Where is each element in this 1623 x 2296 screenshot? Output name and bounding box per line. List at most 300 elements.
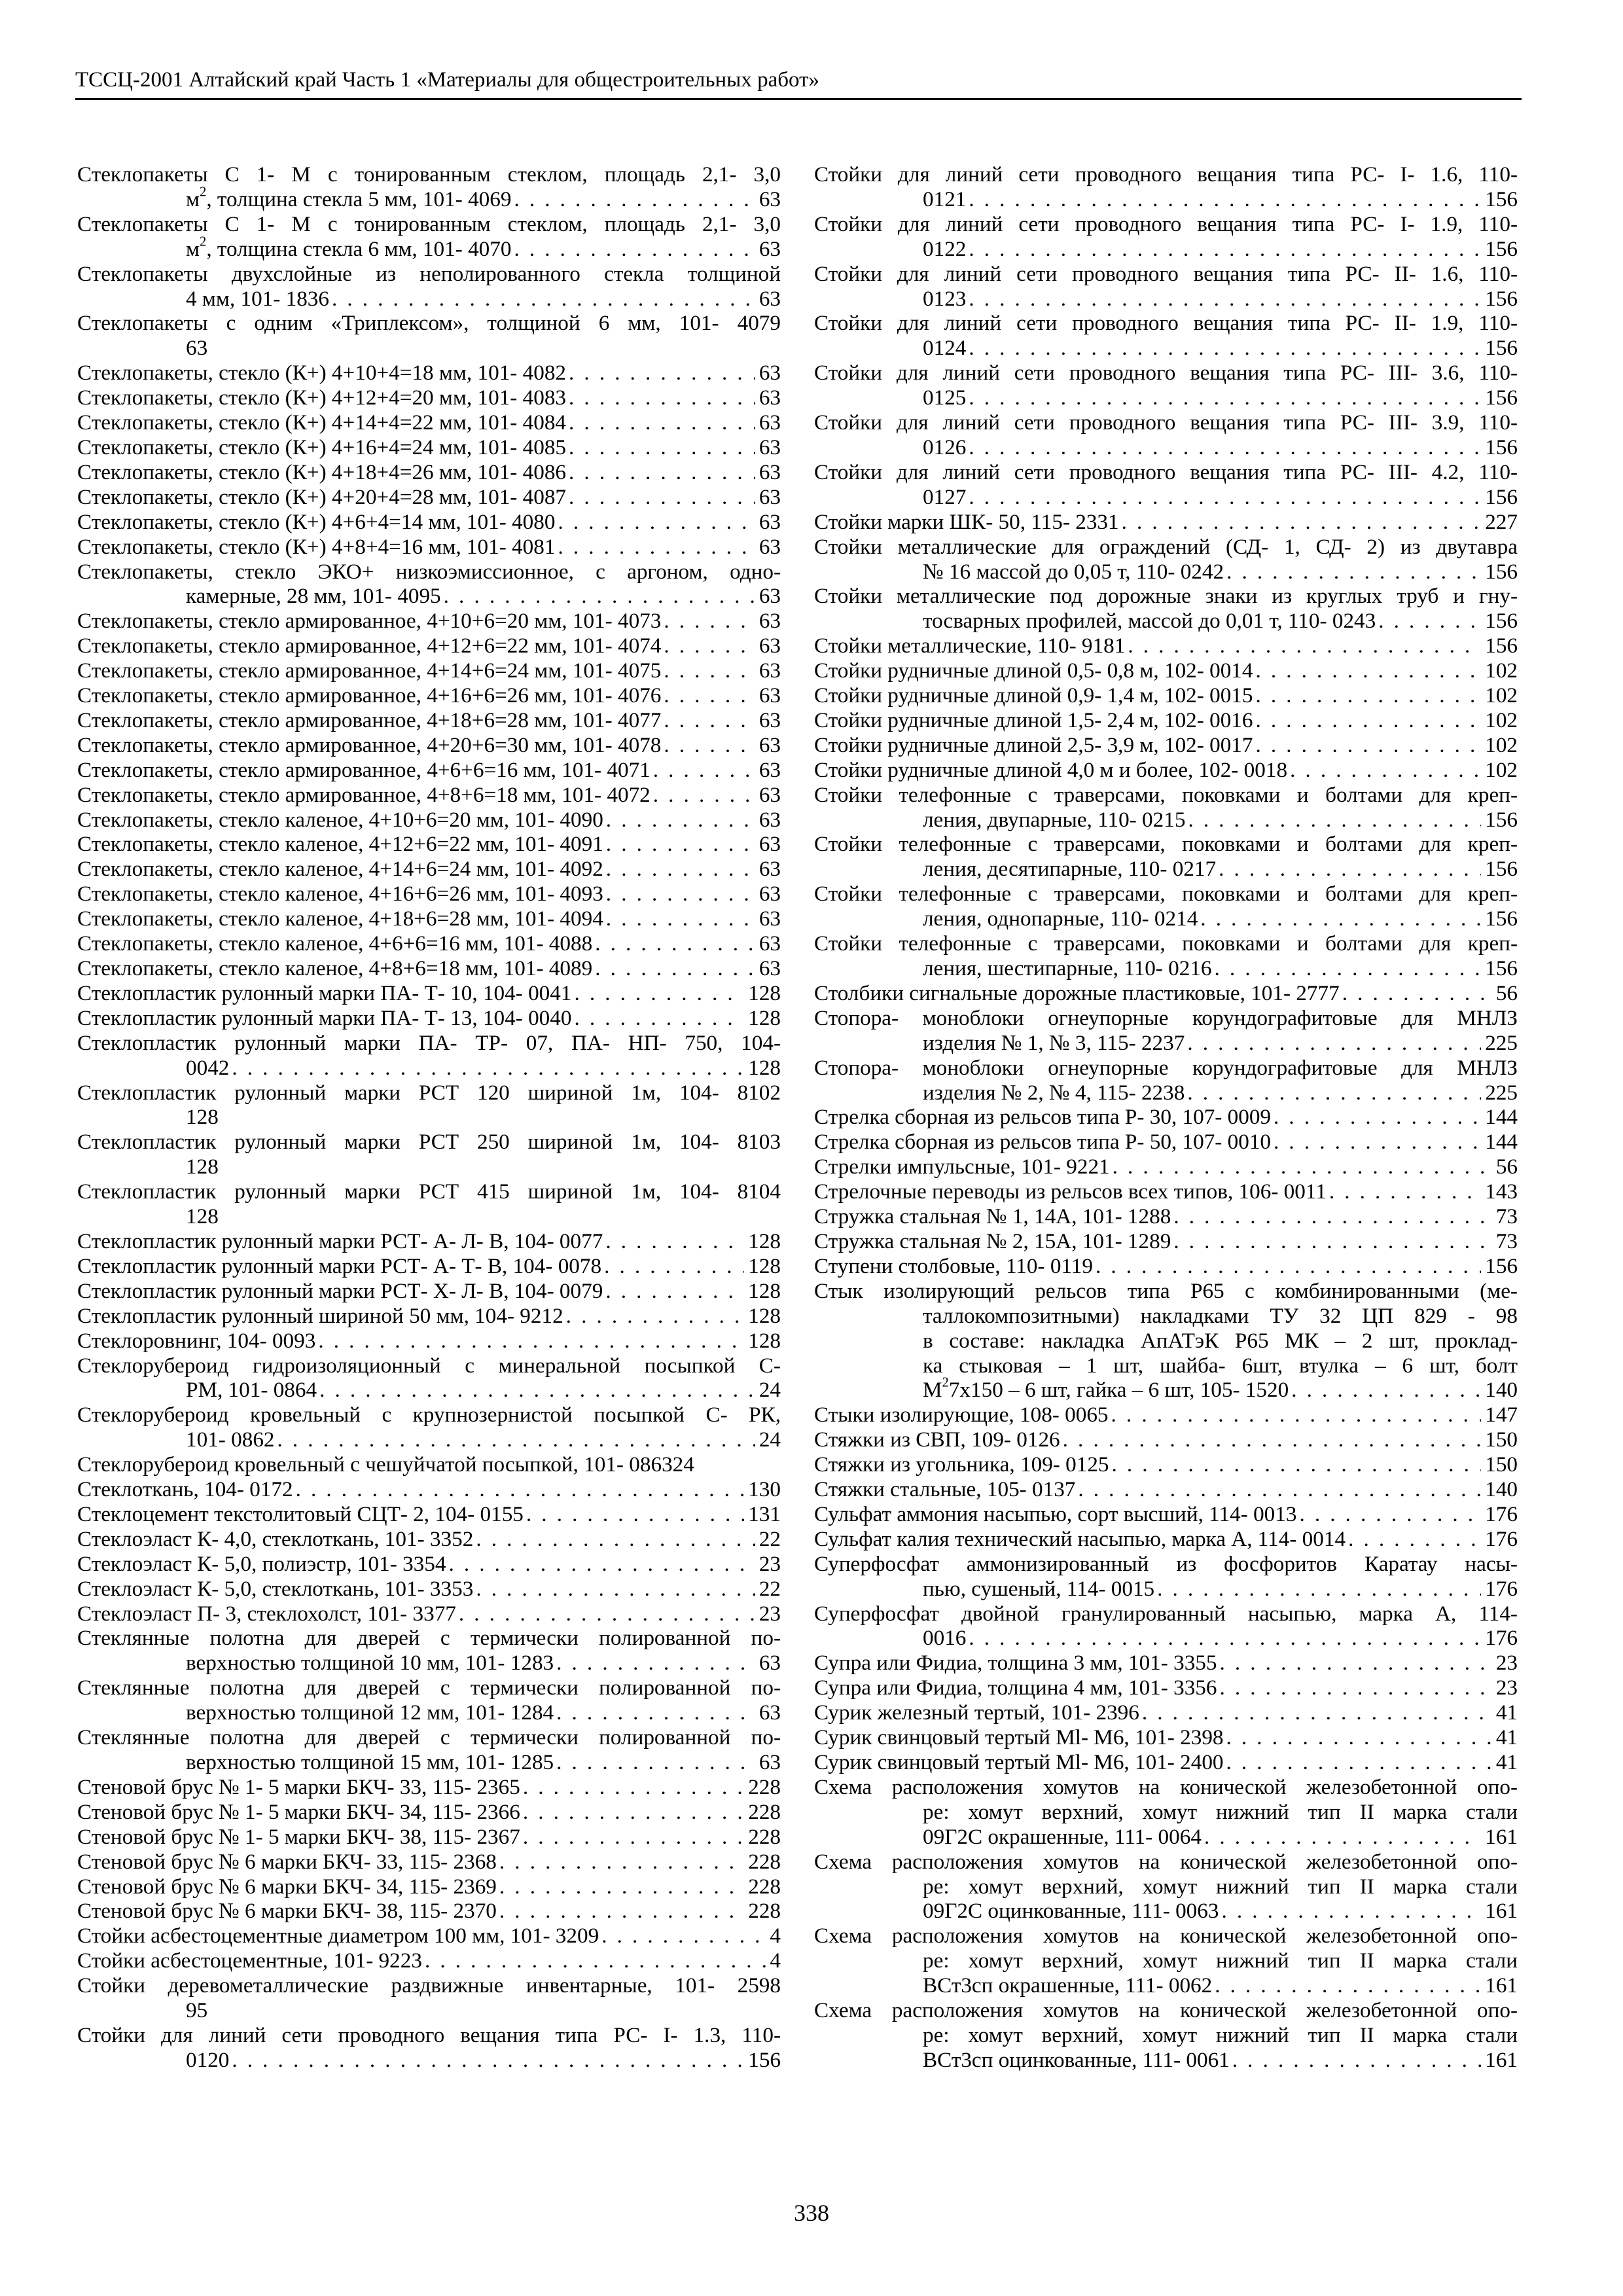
leader-dots xyxy=(605,1229,744,1254)
index-entry xyxy=(814,510,1518,535)
entry-page-number: 63 xyxy=(758,1651,781,1676)
leader-dots xyxy=(1274,1105,1481,1130)
index-entry xyxy=(77,386,781,410)
index-entry xyxy=(814,1427,1518,1452)
leader-dots xyxy=(448,1552,755,1577)
entry-text: Стеклопакеты, стекло каленое, 4+16+6=26 мм, 101- 4093 xyxy=(77,882,603,906)
entry-leader-line xyxy=(814,1403,1518,1427)
entry-page-number: 23 xyxy=(758,1601,781,1626)
entry-page-number: 144 xyxy=(1485,1105,1518,1130)
entry-page-number: 63 xyxy=(758,484,781,509)
entry-text: Стеклоэласт К- 4,0, стеклоткань, 101- 3352 xyxy=(77,1526,474,1551)
entry-leader-line xyxy=(77,1775,781,1800)
index-entry xyxy=(814,1700,1518,1725)
entry-text-line: Схема расположения хомутов на конической железобетонной опо- xyxy=(814,1774,1518,1799)
entry-text: изделия № 1, № 3, 115- 2237 xyxy=(923,1030,1185,1055)
entry-leader-line xyxy=(77,386,781,410)
entry-leader-line xyxy=(814,708,1518,733)
entry-text: Ступени столбовые, 110- 0119 xyxy=(814,1253,1093,1278)
entry-text-line: Стойки телефонные с траверсами, поковками и болтами для креп- xyxy=(814,782,1518,807)
entry-text: 0126 xyxy=(923,435,967,459)
index-entry xyxy=(77,1329,781,1354)
entry-text-line: Стойки для линий сети проводного вещания типа РС- II- 1.6, 110- xyxy=(814,261,1518,286)
entry-text-line: Стойки для линий сети проводного вещания типа РС- I- 1.3, 110- xyxy=(77,2022,781,2047)
index-entry xyxy=(814,1676,1518,1700)
entry-page-number: 63 xyxy=(758,832,781,857)
entry-text-line: 63 xyxy=(186,336,208,361)
leader-dots xyxy=(1220,1651,1492,1676)
entry-text-line: Стеклянные полотна для дверей с термически полированной по- xyxy=(77,1725,781,1750)
index-entry xyxy=(77,783,781,808)
entry-text-line: Схема расположения хомутов на конической железобетонной опо- xyxy=(814,1998,1518,2023)
index-entry xyxy=(77,857,781,882)
entry-page-number: 147 xyxy=(1485,1403,1518,1427)
entry-text-line: Стойки для линий сети проводного вещания типа РС- I- 1.6, 110- xyxy=(814,162,1518,187)
leader-dots xyxy=(664,609,755,634)
entry-leader-line xyxy=(77,1279,781,1304)
index-entry xyxy=(814,1750,1518,1775)
entry-page-number: 24 xyxy=(758,1427,781,1452)
entry-text: 0042 xyxy=(186,1055,230,1080)
entry-page-number: 41 xyxy=(1495,1725,1518,1750)
entry-text: № 16 массой до 0,05 т, 110- 0242 xyxy=(923,559,1224,584)
leader-dots xyxy=(277,1427,755,1452)
index-entry xyxy=(814,1254,1518,1279)
index-entry xyxy=(77,758,781,783)
entry-page-number: 156 xyxy=(1485,609,1518,634)
entry-leader-line xyxy=(77,981,781,1006)
index-entry xyxy=(77,808,781,833)
leader-dots xyxy=(605,1279,744,1304)
entry-text: Стеклопакеты, стекло армированное, 4+8+6=18 мм, 101- 4072 xyxy=(77,782,651,807)
entry-text: Стеклоэласт К- 5,0, полиэстр, 101- 3354 xyxy=(77,1551,446,1576)
entry-text: Стеклопакеты, стекло (К+) 4+12+4=20 мм, 101- 4083 xyxy=(77,386,567,410)
leader-dots xyxy=(523,1800,744,1825)
leader-dots xyxy=(1290,758,1481,783)
entry-text: Супра или Фидиа, толщина 3 мм, 101- 3355 xyxy=(814,1651,1217,1676)
leader-dots xyxy=(566,1304,745,1329)
entry-text: ВСт3сп оцинкованные, 111- 0061 xyxy=(923,2047,1230,2072)
leader-dots xyxy=(606,857,755,882)
index-column-left xyxy=(77,162,781,2073)
index-entry xyxy=(77,1825,781,1850)
leader-dots xyxy=(1173,1204,1492,1229)
entry-page-number: 63 xyxy=(758,782,781,807)
entry-text-line: Стойки для линий сети проводного вещания типа РС- III- 3.9, 110- xyxy=(814,410,1518,435)
entry-page-number: 225 xyxy=(1485,1080,1518,1105)
index-entry xyxy=(814,1775,1518,1850)
leader-dots xyxy=(1255,708,1481,733)
entry-text: Стеклоткань, 104- 0172 xyxy=(77,1477,293,1502)
leader-dots xyxy=(1221,1899,1481,1924)
entry-text: 0120 xyxy=(186,2047,230,2072)
index-entry xyxy=(77,1725,781,1775)
entry-text: $М^27х150 - 6$ шт, гайка – 6 шт, 105- 1520 xyxy=(923,1375,1289,1403)
leader-dots xyxy=(606,808,755,833)
leader-dots xyxy=(499,1899,744,1924)
index-entry xyxy=(814,1179,1518,1204)
entry-text-line: 128 xyxy=(186,1105,219,1130)
entry-page-number: 102 xyxy=(1485,757,1518,782)
entry-text: Стрелка сборная из рельсов типа Р- 50, 107- 0010 xyxy=(814,1130,1272,1155)
entry-leader-line xyxy=(814,1899,1518,1924)
entry-page-number: 63 xyxy=(758,732,781,757)
entry-text-line: Стеклянные полотна для дверей с термически полированной по- xyxy=(77,1676,781,1700)
leader-dots xyxy=(1063,1427,1482,1452)
entry-leader-line xyxy=(77,1750,781,1775)
entry-text-line: Стойки телефонные с траверсами, поковками и болтами для креп- xyxy=(814,832,1518,857)
entry-leader-line xyxy=(77,1527,781,1552)
entry-leader-line xyxy=(814,1527,1518,1552)
entry-text: Стеклопакеты, стекло (К+) 4+8+4=16 мм, 101- 4081 xyxy=(77,534,556,559)
entry-page-number: 143 xyxy=(1485,1179,1518,1204)
entry-text: Стеклоэласт П- 3, стеклохолст, 101- 3377 xyxy=(77,1601,456,1626)
entry-text-line: Стеклопакеты С 1- М с тонированным стеклом, площадь 2,1- 3,0 xyxy=(77,162,781,187)
entry-text: Стяжки из угольника, 109- 0125 xyxy=(814,1452,1109,1477)
index-entry xyxy=(77,956,781,981)
entry-leader-line xyxy=(814,336,1518,361)
index-entry xyxy=(814,361,1518,410)
index-entry xyxy=(814,1725,1518,1750)
entry-page-number: 63 xyxy=(758,956,781,980)
leader-dots xyxy=(1219,857,1481,882)
entry-text-line: Стеклорубероид гидроизоляционный с минеральной посыпкой С- xyxy=(77,1353,781,1378)
leader-dots xyxy=(1187,1031,1481,1056)
entry-text-line: Стойки деревометаллические раздвижные инвентарные, 101- 2598 xyxy=(77,1973,781,1998)
entry-page-number: 161 xyxy=(1485,1973,1518,1998)
index-entry xyxy=(77,1354,781,1403)
index-entry xyxy=(77,410,781,435)
leader-dots xyxy=(969,435,1481,460)
entry-page-number: 156 xyxy=(1485,559,1518,584)
entry-page-number: 176 xyxy=(1485,1626,1518,1651)
index-column-right xyxy=(814,162,1518,2073)
leader-dots xyxy=(1188,808,1481,833)
leader-dots xyxy=(332,287,755,312)
index-entry xyxy=(77,1552,781,1577)
leader-dots xyxy=(1078,1477,1481,1502)
entry-leader-line xyxy=(814,560,1518,584)
entry-leader-line xyxy=(77,410,781,435)
entry-text: Стеклопакеты, стекло каленое, 4+6+6=16 мм, 101- 4088 xyxy=(77,931,593,956)
index-entry xyxy=(814,783,1518,833)
entry-text: 0123 xyxy=(923,286,967,311)
leader-dots xyxy=(1342,981,1492,1006)
index-entry xyxy=(814,1452,1518,1477)
entry-text: Стеклопакеты, стекло каленое, 4+8+6=18 мм, 101- 4089 xyxy=(77,956,593,980)
entry-text: Стеклопакеты, стекло армированное, 4+18+6=28 мм, 101- 4077 xyxy=(77,708,662,732)
index-entry xyxy=(77,906,781,931)
leader-dots xyxy=(1226,1725,1492,1750)
index-entry xyxy=(814,162,1518,212)
entry-leader-line xyxy=(814,906,1518,931)
leader-dots xyxy=(1329,1179,1481,1204)
entry-page-number: 176 xyxy=(1485,1526,1518,1551)
entry-page-number: 225 xyxy=(1485,1030,1518,1055)
leader-dots xyxy=(558,510,755,535)
entry-leader-line xyxy=(814,1725,1518,1750)
entry-text-line: Стойки телефонные с траверсами, поковками и болтами для креп- xyxy=(814,931,1518,956)
entry-text-line: 128 xyxy=(186,1155,219,1179)
index-entry xyxy=(77,485,781,510)
leader-dots xyxy=(601,1924,766,1948)
entry-text: Стеклопластик рулонный шириной 50 мм, 104- 9212 xyxy=(77,1303,563,1328)
entry-text: Стеклопакеты, стекло (К+) 4+10+4=18 мм, 101- 4082 xyxy=(77,361,567,386)
entry-leader-line xyxy=(77,733,781,758)
index-entry xyxy=(77,882,781,906)
leader-dots xyxy=(569,410,755,435)
entry-page-number: 128 xyxy=(748,1278,781,1303)
entry-text: Стрелка сборная из рельсов типа Р- 30, 107- 0009 xyxy=(814,1105,1272,1130)
entry-text: Сульфат калия технический насыпью, марка А, 114- 0014 xyxy=(814,1526,1346,1551)
index-entry xyxy=(77,510,781,535)
entry-page-number: 24 xyxy=(758,1378,781,1403)
entry-leader-line xyxy=(814,1973,1518,1998)
entry-page-number: 63 xyxy=(758,683,781,708)
index-entry xyxy=(77,1527,781,1552)
entry-leader-line xyxy=(77,1577,781,1602)
index-entry xyxy=(77,1254,781,1279)
entry-text: Стяжки стальные, 105- 0137 xyxy=(814,1477,1076,1502)
index-entry xyxy=(814,584,1518,634)
index-entry xyxy=(814,1552,1518,1602)
entry-page-number: 156 xyxy=(1485,484,1518,509)
entry-text-line: ре: хомут верхний, хомут нижний тип II марка стали xyxy=(923,1874,1518,1899)
entry-leader-line xyxy=(814,435,1518,460)
entry-page-number: 63 xyxy=(758,236,781,261)
index-entry xyxy=(814,1155,1518,1179)
entry-text: верхностью толщиной 15 мм, 101- 1285 xyxy=(186,1750,554,1774)
entry-page-number: 73 xyxy=(1495,1229,1518,1253)
entry-text: ления, однопарные, 110- 0214 xyxy=(923,906,1198,931)
entry-leader-line xyxy=(814,1700,1518,1725)
entry-text: Супра или Фидиа, толщина 4 мм, 101- 3356 xyxy=(814,1676,1217,1700)
entry-page-number: 156 xyxy=(1485,1253,1518,1278)
entry-page-number: 56 xyxy=(1495,980,1518,1005)
entry-page-number: 156 xyxy=(1485,956,1518,980)
index-entry xyxy=(77,1924,781,1948)
entry-leader-line xyxy=(77,1378,781,1403)
leader-dots xyxy=(1173,1229,1492,1254)
entry-page-number: 228 xyxy=(748,1824,781,1849)
index-entry xyxy=(814,733,1518,758)
entry-leader-line xyxy=(814,1204,1518,1229)
entry-leader-line xyxy=(77,510,781,535)
entry-text: Стеклопакеты, стекло (К+) 4+20+4=28 мм, 101- 4087 xyxy=(77,484,567,509)
page-number: 338 xyxy=(794,2200,829,2226)
leader-dots xyxy=(1204,1825,1481,1850)
index-entry xyxy=(814,1502,1518,1527)
entry-page-number: 23 xyxy=(1495,1651,1518,1676)
entry-text-line: Стык изолирующий рельсов типа Р65 с комбинированными (ме- xyxy=(814,1278,1518,1303)
entry-leader-line xyxy=(77,708,781,733)
entry-page-number: 63 xyxy=(758,708,781,732)
index-entry xyxy=(77,634,781,658)
entry-page-number: 63 xyxy=(758,1700,781,1725)
leader-dots xyxy=(969,187,1481,212)
entry-page-number: 161 xyxy=(1485,2047,1518,2072)
entry-leader-line xyxy=(77,535,781,560)
entry-text-line: Стеклопакеты С 1- М с тонированным стеклом, площадь 2,1- 3,0 xyxy=(77,211,781,236)
index-entry xyxy=(814,1006,1518,1056)
entry-text-line: таллокомпозитными) накладками ТУ 32 ЦП 829 - 98 xyxy=(923,1303,1518,1328)
entry-page-number: 131 xyxy=(748,1501,781,1526)
index-entry xyxy=(814,832,1518,882)
entry-leader-line xyxy=(77,609,781,634)
leader-dots xyxy=(569,386,755,410)
index-entry xyxy=(77,1973,781,2023)
index-entry xyxy=(77,262,781,312)
leader-dots xyxy=(526,1502,744,1527)
index-entry xyxy=(77,981,781,1006)
index-entry xyxy=(814,1204,1518,1229)
leader-dots xyxy=(969,485,1481,510)
entry-leader-line xyxy=(77,361,781,386)
index-entry xyxy=(77,162,781,212)
entry-page-number: 63 xyxy=(758,435,781,459)
leader-dots xyxy=(664,658,755,683)
index-entry xyxy=(77,1179,781,1229)
entry-leader-line xyxy=(77,435,781,460)
index-entry xyxy=(77,1229,781,1254)
leader-dots xyxy=(476,1527,755,1552)
entry-page-number: 228 xyxy=(748,1849,781,1874)
entry-leader-line xyxy=(814,1825,1518,1850)
entry-page-number: 4 xyxy=(770,1948,781,1973)
entry-text: Стеклоцемент текстолитовый СЦТ- 2, 104- 0155 xyxy=(77,1501,524,1526)
index-entry xyxy=(814,410,1518,460)
entry-page-number: 63 xyxy=(758,906,781,931)
entry-text-line: Стеклянные полотна для дверей с термически полированной по- xyxy=(77,1626,781,1651)
entry-page-number: 128 xyxy=(748,1253,781,1278)
leader-dots xyxy=(595,956,755,981)
entry-text: Сурик железный тертый, 101- 2396 xyxy=(814,1700,1139,1725)
entry-leader-line xyxy=(77,808,781,833)
index-entry xyxy=(77,535,781,560)
entry-text-line: Стойки для линий сети проводного вещания типа РС- III- 3.6, 110- xyxy=(814,361,1518,386)
index-entry xyxy=(77,1477,781,1502)
leader-dots xyxy=(1113,1155,1492,1179)
leader-dots xyxy=(514,187,755,212)
leader-dots xyxy=(606,832,755,857)
leader-dots xyxy=(653,758,755,783)
entry-leader-line xyxy=(77,758,781,783)
entry-leader-line xyxy=(77,234,781,262)
entry-text: Стеновой брус № 6 марки БКЧ- 33, 115- 2368 xyxy=(77,1849,497,1874)
entry-page-number: 63 xyxy=(758,534,781,559)
index-entry xyxy=(77,1081,781,1130)
leader-dots xyxy=(664,733,755,758)
index-entry xyxy=(77,1006,781,1031)
entry-leader-line xyxy=(814,956,1518,981)
entry-page-number: 73 xyxy=(1495,1204,1518,1229)
leader-dots xyxy=(1128,634,1481,658)
entry-page-number: 150 xyxy=(1485,1427,1518,1452)
entry-text: Стрелочные переводы из рельсов всех типов, 106- 0011 xyxy=(814,1179,1327,1204)
entry-text-line: Стеклопакеты с одним «Триплексом», толщиной 6 мм, 101- 4079 xyxy=(77,311,781,336)
leader-dots xyxy=(969,287,1481,312)
entry-text-line: Стойки металлические под дорожные знаки из круглых труб и гну- xyxy=(814,584,1518,609)
entry-text: Стыки изолирующие, 108- 0065 xyxy=(814,1403,1109,1427)
index-entry xyxy=(814,262,1518,312)
entry-page-number: 41 xyxy=(1495,1750,1518,1774)
entry-page-number: 156 xyxy=(1485,236,1518,261)
entry-text-line: Стеклопакеты двухслойные из неполированного стекла толщиной xyxy=(77,261,781,286)
leader-dots xyxy=(1215,1973,1481,1998)
entry-leader-line xyxy=(814,1452,1518,1477)
entry-page-number: 150 xyxy=(1485,1452,1518,1477)
index-entry xyxy=(77,708,781,733)
leader-dots xyxy=(595,931,755,956)
leader-dots xyxy=(556,1700,755,1725)
leader-dots xyxy=(476,1577,755,1602)
entry-leader-line xyxy=(814,1477,1518,1502)
entry-text: Стеновой брус № 1- 5 марки БКЧ- 38, 115- 2367 xyxy=(77,1824,520,1849)
index-entry xyxy=(77,1899,781,1924)
entry-text: Стружка стальная № 1, 14А, 101- 1288 xyxy=(814,1204,1171,1229)
leader-dots xyxy=(574,981,744,1006)
index-entry xyxy=(814,931,1518,981)
entry-page-number: 4 xyxy=(770,1924,781,1948)
entry-text: 0124 xyxy=(923,336,967,361)
entry-leader-line xyxy=(77,683,781,708)
leader-dots xyxy=(969,336,1481,361)
entry-text-line: Стеклопластик рулонный марки ПА- ТР- 07, ПА- НП- 750, 104- xyxy=(77,1030,781,1055)
index-entry xyxy=(77,1775,781,1800)
entry-page-number: 41 xyxy=(1495,1700,1518,1725)
entry-page-number: 63 xyxy=(758,509,781,534)
entry-leader-line xyxy=(814,808,1518,833)
entry-text: камерные, 28 мм, 101- 4095 xyxy=(186,584,441,609)
entry-page-number: 228 xyxy=(748,1899,781,1924)
entry-page-number: 63 xyxy=(758,882,781,906)
entry-text: Стеклопакеты, стекло (К+) 4+14+4=22 мм, 101- 4084 xyxy=(77,410,567,435)
entry-page-number: 176 xyxy=(1485,1501,1518,1526)
index-entry xyxy=(814,882,1518,931)
leader-dots xyxy=(232,1056,744,1081)
entry-text: Стеклопакеты, стекло армированное, 4+20+6=30 мм, 101- 4078 xyxy=(77,732,662,757)
index-entry xyxy=(77,1676,781,1725)
index-entry xyxy=(77,1031,781,1081)
page-header: ТССЦ-2001 Алтайский край Часть 1 «Материалы для общестроительных работ» xyxy=(75,65,1522,100)
entry-leader-line xyxy=(77,931,781,956)
entry-leader-line xyxy=(814,1427,1518,1452)
entry-leader-line xyxy=(814,1502,1518,1527)
entry-text: Стеклопакеты, стекло каленое, 4+18+6=28 мм, 101- 4094 xyxy=(77,906,603,931)
entry-leader-line xyxy=(814,758,1518,783)
entry-text: Стеновой брус № 1- 5 марки БКЧ- 34, 115- 2366 xyxy=(77,1799,520,1824)
entry-page-number: 161 xyxy=(1485,1824,1518,1849)
entry-leader-line xyxy=(814,287,1518,312)
entry-page-number: 156 xyxy=(1485,187,1518,211)
entry-page-number: 156 xyxy=(1485,634,1518,658)
entry-text: Стеклопакеты, стекло армированное, 4+14+6=24 мм, 101- 4075 xyxy=(77,658,662,683)
entry-text: Стеклопакеты, стекло армированное, 4+16+6=26 мм, 101- 4076 xyxy=(77,683,662,708)
leader-dots xyxy=(574,1006,744,1031)
entry-page-number: 102 xyxy=(1485,683,1518,708)
entry-text: Стеновой брус № 6 марки БКЧ- 34, 115- 2369 xyxy=(77,1874,497,1899)
entry-page-number: 63 xyxy=(758,757,781,782)
index-entry xyxy=(77,1874,781,1899)
entry-text: Стеклоровнинг, 104- 0093 xyxy=(77,1328,316,1353)
leader-dots xyxy=(1378,609,1481,634)
index-entry xyxy=(77,1452,781,1477)
entry-page-number: 156 xyxy=(1485,286,1518,311)
entry-page-number: 161 xyxy=(1485,1899,1518,1924)
entry-text-line: Суперфосфат аммонизированный из фосфоритов Каратау насы- xyxy=(814,1551,1518,1576)
entry-page-number: 63 xyxy=(758,410,781,435)
entry-leader-line xyxy=(814,1651,1518,1676)
